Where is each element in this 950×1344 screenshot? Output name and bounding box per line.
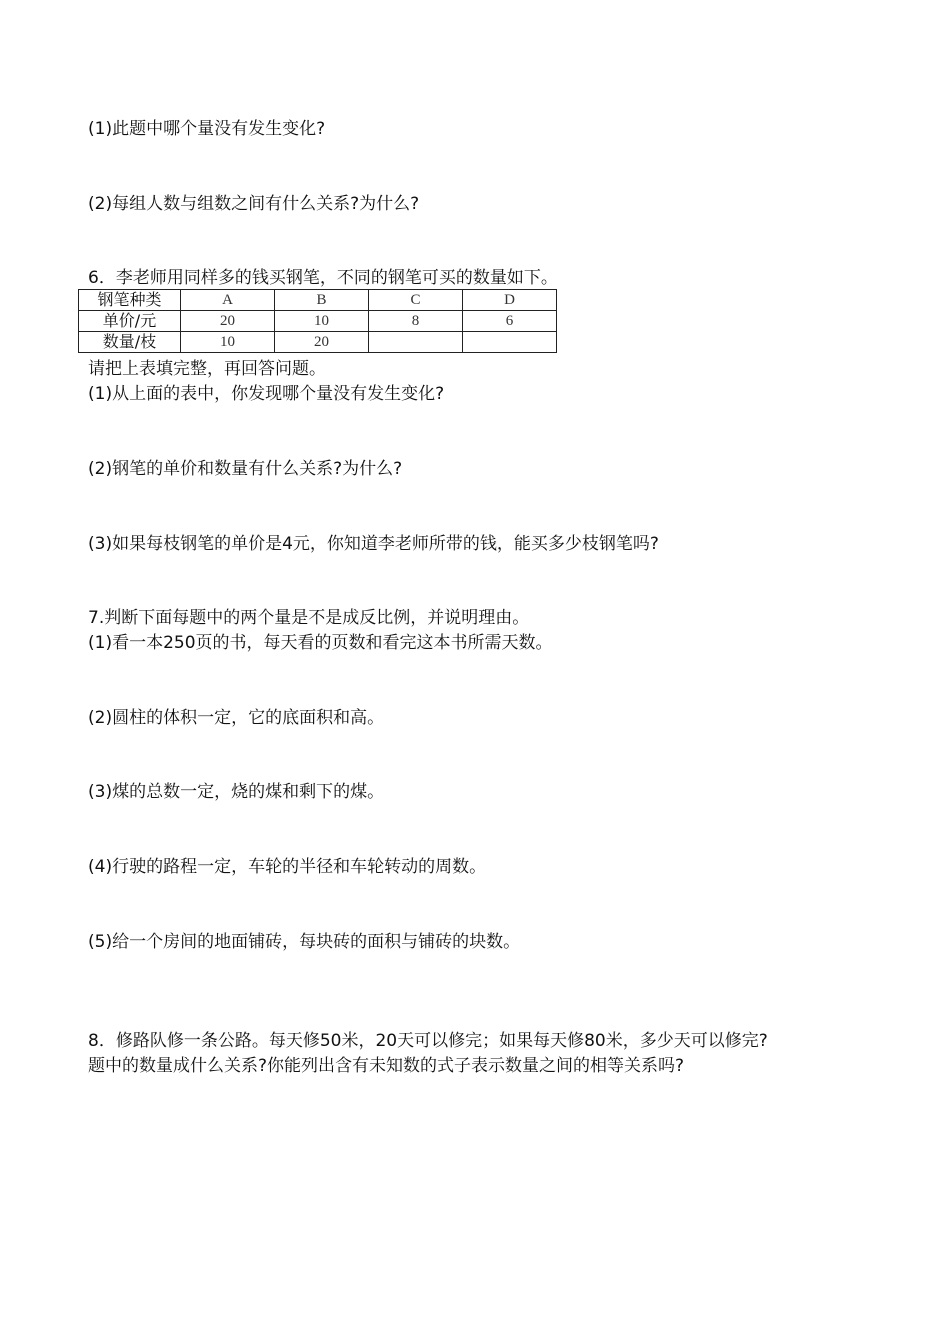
question-7-part-3: (3)煤的总数一定，烧的煤和剩下的煤。 — [88, 782, 385, 802]
pen-price-table — [78, 289, 557, 353]
table-cell: 10 — [181, 332, 275, 353]
table-cell: B — [275, 290, 369, 311]
table-cell: 6 — [463, 311, 557, 332]
question-6-part-3: (3)如果每枝钢笔的单价是4元，你知道李老师所带的钱，能买多少枝钢笔吗? — [88, 534, 659, 554]
question-6-title: 6．李老师用同样多的钱买钢笔，不同的钢笔可买的数量如下。 — [88, 268, 558, 288]
table-row — [79, 332, 557, 353]
table-row — [79, 290, 557, 311]
table-row — [79, 311, 557, 332]
table-cell: 20 — [181, 311, 275, 332]
blank-cell[interactable] — [369, 332, 463, 353]
table-cell: A — [181, 290, 275, 311]
question-6-instruction: 请把上表填完整，再回答问题。 — [88, 359, 326, 379]
question-5-part-1: (1)此题中哪个量没有发生变化? — [88, 119, 326, 139]
blank-cell[interactable] — [463, 332, 557, 353]
question-5-part-2: (2)每组人数与组数之间有什么关系?为什么? — [88, 194, 420, 214]
table-cell: 20 — [275, 332, 369, 353]
question-7-title: 7.判断下面每题中的两个量是不是成反比例，并说明理由。 — [88, 608, 530, 628]
table-cell: 数量/枝 — [79, 332, 181, 353]
table-cell: 10 — [275, 311, 369, 332]
table-cell: D — [463, 290, 557, 311]
question-7-part-4: (4)行驶的路程一定，车轮的半径和车轮转动的周数。 — [88, 857, 487, 877]
question-6-part-2: (2)钢笔的单价和数量有什么关系?为什么? — [88, 459, 403, 479]
table-cell: C — [369, 290, 463, 311]
question-8-line-2: 题中的数量成什么关系?你能列出含有未知数的式子表示数量之间的相等关系吗? — [88, 1056, 685, 1076]
table-cell: 8 — [369, 311, 463, 332]
question-7-part-2: (2)圆柱的体积一定，它的底面积和高。 — [88, 708, 385, 728]
table-cell: 钢笔种类 — [79, 290, 181, 311]
question-7-part-5: (5)给一个房间的地面铺砖，每块砖的面积与铺砖的块数。 — [88, 932, 521, 952]
question-8-line-1: 8．修路队修一条公路。每天修50米，20天可以修完；如果每天修80米，多少天可以修完? — [88, 1031, 768, 1051]
table-cell: 单价/元 — [79, 311, 181, 332]
question-6-part-1: (1)从上面的表中，你发现哪个量没有发生变化? — [88, 384, 445, 404]
question-7-part-1: (1)看一本250页的书，每天看的页数和看完这本书所需天数。 — [88, 633, 553, 653]
